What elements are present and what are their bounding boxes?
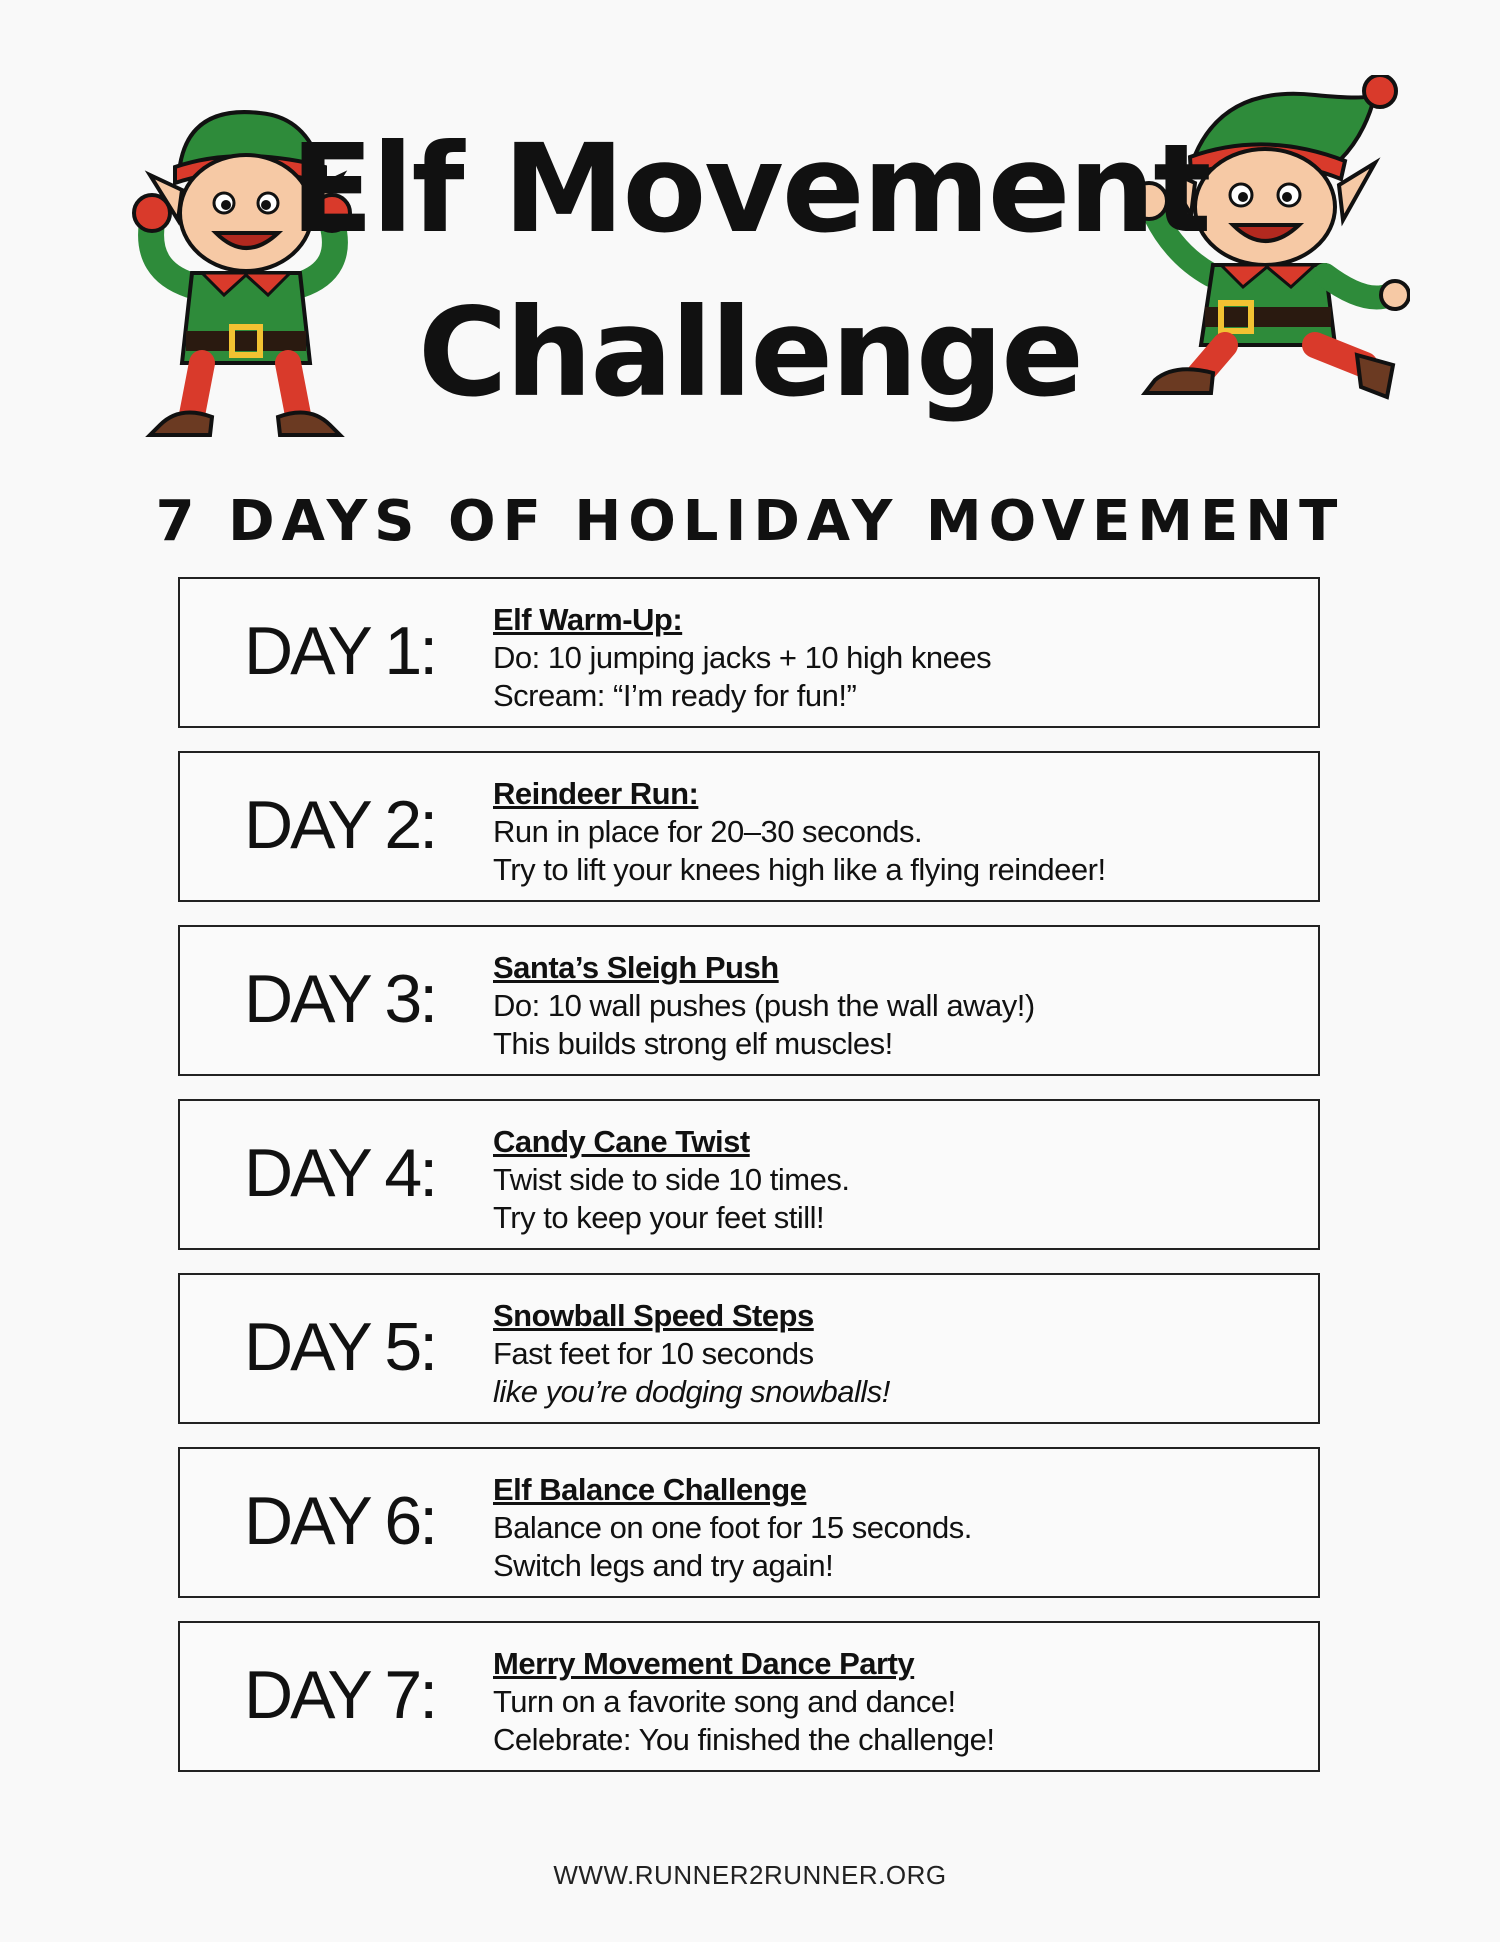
day-card-6 — [178, 1447, 1320, 1598]
day-line: Try to lift your knees high like a flying reindeer! — [493, 852, 1106, 887]
day-title: Merry Movement Dance Party — [493, 1646, 915, 1681]
day-card-1 — [178, 577, 1320, 728]
day-line: Do: 10 jumping jacks + 10 high knees — [493, 640, 992, 675]
day-title: Snowball Speed Steps — [493, 1298, 814, 1333]
day-card-3 — [178, 925, 1320, 1076]
day-description — [493, 775, 1106, 889]
day-title: Candy Cane Twist — [493, 1124, 750, 1159]
day-line: Balance on one foot for 15 seconds. — [493, 1510, 972, 1545]
page-subtitle: 7 DAYS OF HOLIDAY MOVEMENT — [155, 489, 1345, 554]
page-title-line2: Challenge — [417, 282, 1083, 424]
day-label: DAY 6: — [244, 1483, 436, 1559]
day-title: Santa’s Sleigh Push — [493, 950, 779, 985]
day-line: Celebrate: You finished the challenge! — [493, 1722, 995, 1757]
day-card-2 — [178, 751, 1320, 902]
day-label: DAY 5: — [244, 1309, 436, 1385]
day-label: DAY 7: — [244, 1657, 436, 1733]
day-label: DAY 2: — [244, 787, 436, 863]
day-card-4 — [178, 1099, 1320, 1250]
day-card-7 — [178, 1621, 1320, 1772]
day-title: Elf Balance Challenge — [493, 1472, 807, 1507]
day-label: DAY 4: — [244, 1135, 436, 1211]
day-description — [493, 1123, 849, 1237]
day-description — [493, 949, 1035, 1063]
day-line: Try to keep your feet still! — [493, 1200, 825, 1235]
day-line: This builds strong elf muscles! — [493, 1026, 893, 1061]
footer-url: WWW.RUNNER2RUNNER.ORG — [553, 1860, 947, 1890]
day-description — [493, 1645, 995, 1759]
day-title: Reindeer Run: — [493, 776, 699, 811]
day-title: Elf Warm-Up: — [493, 602, 683, 637]
day-line: Twist side to side 10 times. — [493, 1162, 850, 1197]
day-line: like you’re dodging snowballs! — [493, 1374, 890, 1409]
day-label: DAY 3: — [244, 961, 436, 1037]
day-line: Fast feet for 10 seconds — [493, 1336, 814, 1371]
day-description — [493, 1471, 972, 1585]
day-description — [493, 601, 991, 715]
day-line: Scream: “I’m ready for fun!” — [493, 678, 857, 713]
day-label: DAY 1: — [244, 613, 436, 689]
day-description — [493, 1297, 890, 1411]
page-title: Elf Movement — [290, 118, 1210, 260]
day-line: Turn on a favorite song and dance! — [493, 1684, 956, 1719]
day-line: Run in place for 20–30 seconds. — [493, 814, 923, 849]
day-card-5 — [178, 1273, 1320, 1424]
day-line: Do: 10 wall pushes (push the wall away!) — [493, 988, 1035, 1023]
day-line: Switch legs and try again! — [493, 1548, 834, 1583]
